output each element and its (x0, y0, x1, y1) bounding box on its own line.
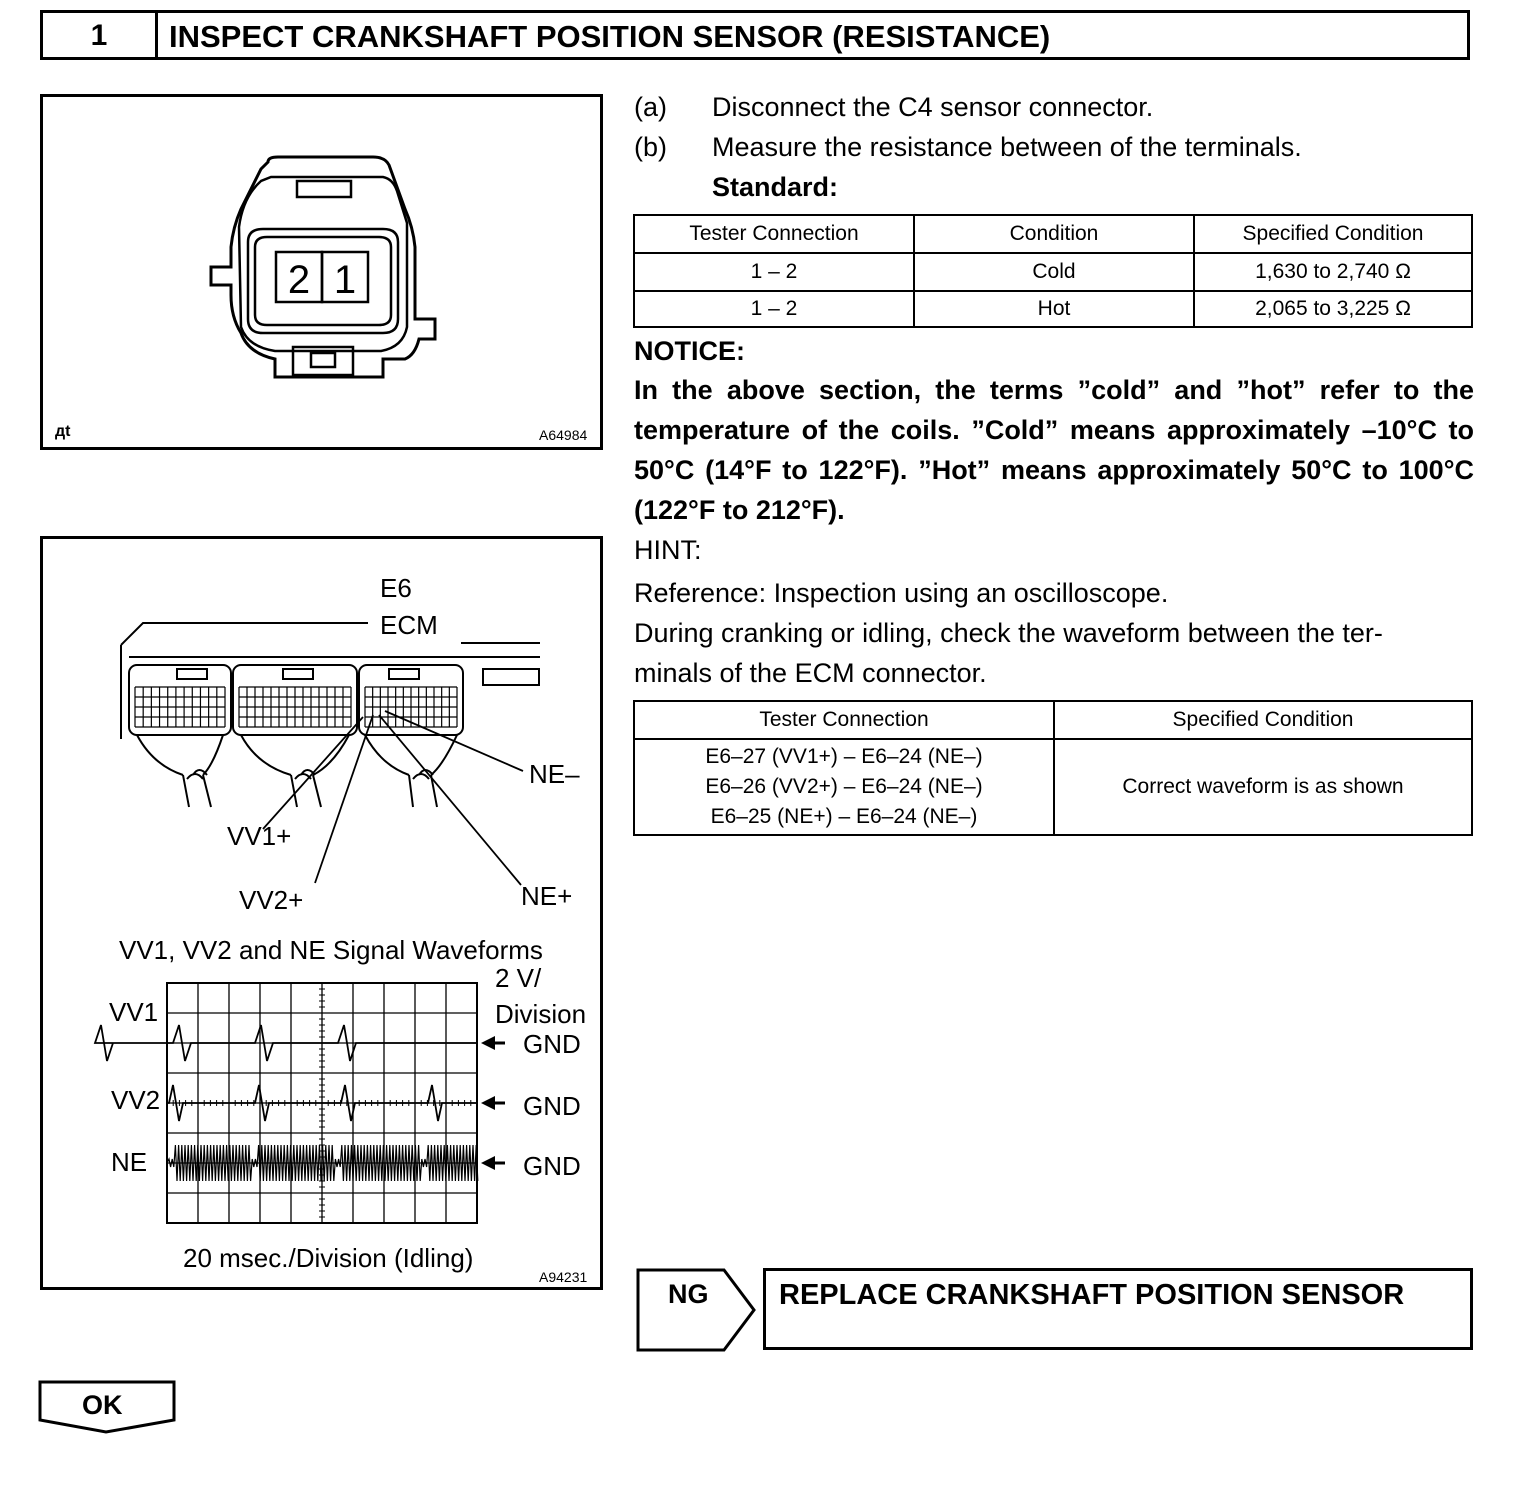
time-base-label: 20 msec./Division (Idling) (183, 1243, 474, 1273)
table-row (634, 253, 1472, 291)
step-a-marker: (a) (634, 92, 667, 122)
terminal-label-ne-plus: NE+ (521, 881, 573, 911)
table-cell-connections (634, 739, 1054, 835)
table-cell: Cold (914, 253, 1194, 291)
notice-text: In the above section, the terms ”cold” and ”hot” refer to the temperature of the coils. ”Cold” means approximately –10°C to 50°C (14°F to 122°F). ”Hot” means approximately 50°C to 100°C (122°F to 212°F). (634, 375, 1474, 525)
table-cell: Correct waveform is as shown (1054, 739, 1472, 835)
ecm-label-e6: E6 (380, 573, 412, 603)
gnd-marker-vv2 (481, 1091, 581, 1121)
ecm-waveform-figure (40, 536, 603, 1290)
step-b-text: Measure the resistance between of the terminals. (712, 132, 1302, 162)
step-number: 1 (43, 13, 158, 57)
step-title: INSPECT CRANKSHAFT POSITION SENSOR (RESISTANCE) (169, 19, 1051, 54)
table-cell: 1,630 to 2,740 Ω (1194, 253, 1472, 291)
gnd-label-ne: GND (523, 1151, 581, 1181)
sensor-connector-drawing (43, 97, 600, 447)
scale-line2: Division (495, 999, 587, 1029)
table-cell: 2,065 to 3,225 Ω (1194, 291, 1472, 327)
hint-label: HINT: (634, 535, 702, 565)
terminal-label-vv2-plus: VV2+ (239, 885, 304, 915)
connection-line: E6–25 (NE+) – E6–24 (NE–) (710, 805, 978, 828)
figure-code: A64984 (539, 427, 588, 443)
gnd-marker-vv1 (481, 1029, 581, 1059)
channel-label-vv1: VV1 (109, 997, 159, 1027)
hint-reference: Reference: Inspection using an oscilloscope. (634, 578, 1169, 608)
table-header-cell: Condition (914, 215, 1194, 253)
table-header-cell: Tester Connection (634, 215, 914, 253)
table-header-cell: Tester Connection (634, 701, 1054, 739)
channel-label-ne: NE (111, 1147, 148, 1177)
scale-line1: 2 V/ (495, 963, 542, 993)
ng-action-text: REPLACE CRANKSHAFT POSITION SENSOR (779, 1279, 1405, 1311)
hint-line2: minals of the ECM connector. (634, 658, 987, 688)
ecm-connector-drawing (43, 539, 600, 1287)
channel-label-vv2: VV2 (111, 1085, 161, 1115)
standard-label: Standard: (712, 172, 839, 202)
resistance-spec-table (633, 214, 1473, 328)
notice-label: NOTICE: (634, 336, 745, 366)
pin-2-label: 2 (287, 258, 311, 302)
step-b-marker: (b) (634, 132, 667, 162)
table-cell: Hot (914, 291, 1194, 327)
table-cell: 1 – 2 (634, 253, 914, 291)
table-header-cell: Specified Condition (1054, 701, 1472, 739)
table-header-cell: Specified Condition (1194, 215, 1472, 253)
ng-action-box (763, 1268, 1473, 1350)
step-header (40, 10, 1470, 60)
step-a-text: Disconnect the C4 sensor connector. (712, 92, 1154, 122)
gnd-marker-ne (481, 1151, 581, 1181)
terminal-label-vv1-plus: VV1+ (227, 821, 292, 851)
terminal-label-ne-minus: NE– (529, 759, 580, 789)
table-row (634, 739, 1472, 835)
ok-label: OK (82, 1390, 123, 1420)
pin-1-label: 1 (333, 258, 357, 302)
connection-line: E6–27 (VV1+) – E6–24 (NE–) (705, 745, 983, 768)
table-header-row (634, 215, 1472, 253)
hint-line1: During cranking or idling, check the waveform between the ter- (634, 618, 1383, 648)
table-row (634, 291, 1472, 327)
ng-label: NG (668, 1279, 709, 1309)
sensor-connector-figure (40, 94, 603, 450)
table-cell: 1 – 2 (634, 291, 914, 327)
waveform-title: VV1, VV2 and NE Signal Waveforms (119, 935, 543, 965)
ecm-label-ecm: ECM (380, 610, 438, 640)
table-header-row (634, 701, 1472, 739)
gnd-label-vv1: GND (523, 1029, 581, 1059)
waveform-spec-table (633, 700, 1473, 836)
gnd-label-vv2: GND (523, 1091, 581, 1121)
logo-mark: дt (55, 423, 71, 440)
connection-line: E6–26 (VV2+) – E6–24 (NE–) (705, 775, 983, 798)
figure-code: A94231 (539, 1269, 588, 1285)
